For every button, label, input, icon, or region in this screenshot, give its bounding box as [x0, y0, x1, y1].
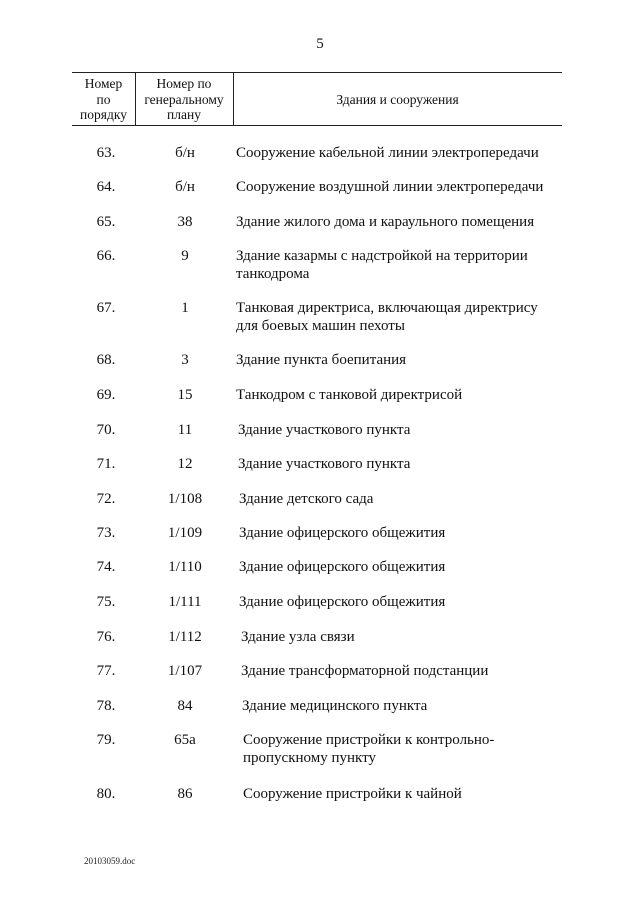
description-line: Здание жилого дома и караульного помещения [236, 214, 535, 230]
description-line: Здание офицерского общежития [239, 594, 446, 610]
row-description [238, 421, 568, 439]
row-order-number: 78. [96, 698, 116, 714]
table-top-rule [72, 72, 562, 73]
row-description [241, 628, 571, 646]
row-description [239, 490, 569, 508]
row-order-number: 74. [96, 559, 116, 575]
description-line: Здание трансформаторной подстанции [241, 663, 489, 679]
row-plan-number: 1 [181, 300, 189, 316]
page-number: 5 [316, 36, 324, 52]
description-line: танкодрома [236, 266, 310, 282]
row-plan-number: 1/112 [168, 629, 202, 645]
description-line: Сооружение пристройки к чайной [243, 786, 462, 802]
row-order-number: 69. [96, 387, 116, 403]
header-order-number: Номер по порядку [80, 76, 127, 122]
row-description [239, 558, 569, 576]
description-line: Здание офицерского общежития [239, 525, 446, 541]
file-name-footer: 20103059.doc [84, 856, 136, 866]
description-line: Танковая директриса, включающая директрису [236, 300, 538, 316]
row-description [243, 785, 573, 803]
row-description [236, 247, 566, 283]
row-description [239, 524, 569, 542]
row-description [243, 731, 573, 767]
row-plan-number: б/н [175, 179, 195, 195]
row-order-number: 79. [96, 732, 116, 748]
row-order-number: 66. [96, 248, 116, 264]
row-order-number: 67. [96, 300, 116, 316]
description-line: Здание участкового пункта [238, 456, 411, 472]
row-plan-number: 1/107 [167, 663, 203, 679]
row-plan-number: 3 [181, 352, 189, 368]
row-order-number: 80. [96, 786, 116, 802]
row-description [236, 386, 566, 404]
row-description [236, 178, 566, 196]
row-order-number: 72. [96, 491, 116, 507]
description-line: Сооружение кабельной линии электропередачи [236, 145, 539, 161]
row-order-number: 68. [96, 352, 116, 368]
row-plan-number: 15 [177, 387, 193, 403]
description-line: Сооружение пристройки к контрольно- [243, 732, 495, 748]
row-order-number: 76. [96, 629, 116, 645]
description-line: Здание офицерского общежития [239, 559, 446, 575]
row-description [239, 593, 569, 611]
row-order-number: 63. [96, 145, 116, 161]
row-description [236, 351, 566, 369]
row-description [241, 662, 571, 680]
description-line: Здание казармы с надстройкой на территории [236, 248, 528, 264]
header-plan-number: Номер по генеральному плану [144, 76, 224, 122]
row-description [242, 697, 572, 715]
description-line: Здание медицинского пункта [242, 698, 428, 714]
row-order-number: 73. [96, 525, 116, 541]
row-plan-number: 12 [177, 456, 193, 472]
row-plan-number: 1/109 [167, 525, 203, 541]
description-line: Здание узла связи [241, 629, 355, 645]
row-plan-number: 1/111 [168, 594, 202, 610]
row-plan-number: 65а [174, 732, 196, 748]
description-line: Здание детского сада [239, 491, 374, 507]
row-plan-number: 84 [177, 698, 193, 714]
description-line: Здание участкового пункта [238, 422, 411, 438]
description-line: пропускному пункту [243, 750, 376, 766]
description-line: Здание пункта боепитания [236, 352, 407, 368]
row-plan-number: 11 [177, 422, 193, 438]
row-plan-number: 1/110 [168, 559, 202, 575]
row-order-number: 70. [96, 422, 116, 438]
row-order-number: 75. [96, 594, 116, 610]
row-description [238, 455, 568, 473]
row-plan-number: б/н [175, 145, 195, 161]
description-line: Сооружение воздушной линии электропередачи [236, 179, 544, 195]
row-order-number: 77. [96, 663, 116, 679]
row-plan-number: 1/108 [167, 491, 203, 507]
description-line: Танкодром с танковой директрисой [236, 387, 463, 403]
row-description [236, 144, 566, 162]
row-plan-number: 86 [177, 786, 193, 802]
row-order-number: 64. [96, 179, 116, 195]
row-plan-number: 38 [177, 214, 193, 230]
row-plan-number: 9 [181, 248, 189, 264]
description-line: для боевых машин пехоты [236, 318, 405, 334]
header-buildings: Здания и сооружения [336, 92, 459, 107]
header-bottom-rule [72, 125, 562, 126]
row-description [236, 213, 566, 231]
row-description [236, 299, 566, 335]
row-order-number: 65. [96, 214, 116, 230]
row-order-number: 71. [96, 456, 116, 472]
